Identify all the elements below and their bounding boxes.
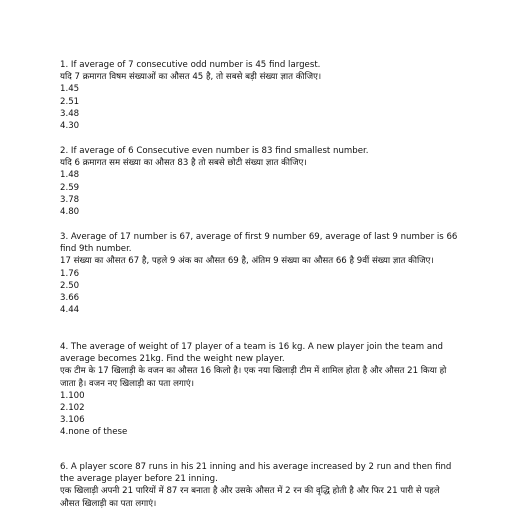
question-6 (60, 461, 460, 510)
question-1 (60, 59, 460, 132)
question-2-option-3: 3.78 (60, 194, 80, 205)
question-3 (60, 231, 460, 316)
question-6-hindi: एक खिलाड़ी अपनी 21 पारियों में 87 रन बनाता है और उसके औसत में 2 रन की वृद्धि होती है और फिर 21 पारी से पहले औसत खिलाड़ी का पता लगाएं। (60, 486, 440, 509)
question-1-option-1: 1.45 (60, 84, 80, 95)
question-4-option-4: 4.none of these (60, 427, 128, 438)
question-4-hindi: एक टीम के 17 खिलाड़ी के वजन का औसत 16 किलो है। एक नया खिलाड़ी टीम में शामिल होता है और औसत 21 किया हो जाता है। वजन नए खिलाड़ी का पता लगाएं। (60, 366, 447, 389)
question-2-hindi: यदि 6 क्रमागत सम संख्या का औसत 83 है तो सबसे छोटी संख्या ज्ञात कीजिए। (60, 158, 307, 169)
question-1-option-4: 4.30 (60, 121, 80, 132)
question-3-option-2: 2.50 (60, 280, 80, 291)
question-2-option-2: 2.59 (60, 182, 80, 193)
question-4-option-2: 2.102 (60, 403, 85, 414)
question-3-english: 3. Average of 17 number is 67, average of first 9 number 69, average of last 9 number is 66 find 9th number. (60, 232, 458, 255)
question-1-english: 1. If average of 7 consecutive odd number is 45 find largest. (60, 60, 321, 70)
question-6-english: 6. A player score 87 runs in his 21 inning and his average increased by 2 run and then find the average player before 21 inning. (60, 462, 452, 485)
question-4-option-3: 3.106 (60, 415, 85, 426)
question-2-option-1: 1.48 (60, 170, 80, 181)
question-1-option-2: 2.51 (60, 96, 80, 107)
question-3-hindi: 17 संख्या का औसत 67 है, पहले 9 अंक का औसत 69 है, अंतिम 9 संख्या का औसत 66 है 9वीं संख्या ज्ञात कीजिए। (60, 256, 434, 267)
question-3-option-3: 3.66 (60, 293, 80, 304)
question-2-english: 2. If average of 6 Consecutive even number is 83 find smallest number. (60, 146, 369, 156)
question-3-option-1: 1.76 (60, 268, 80, 279)
question-4 (60, 341, 460, 439)
question-1-option-3: 3.48 (60, 108, 80, 119)
question-1-hindi: यदि 7 क्रमागत विषम संख्याओं का औसत 45 है, तो सबसे बड़ी संख्या ज्ञात कीजिए। (60, 72, 322, 83)
question-2 (60, 145, 460, 218)
question-2-option-4: 4.80 (60, 207, 80, 218)
question-4-option-1: 1.100 (60, 390, 85, 401)
question-4-english: 4. The average of weight of 17 player of a team is 16 kg. A new player join the team and average becomes 21kg. Find the weight new player. (60, 342, 443, 365)
question-3-option-4: 4.44 (60, 305, 80, 316)
